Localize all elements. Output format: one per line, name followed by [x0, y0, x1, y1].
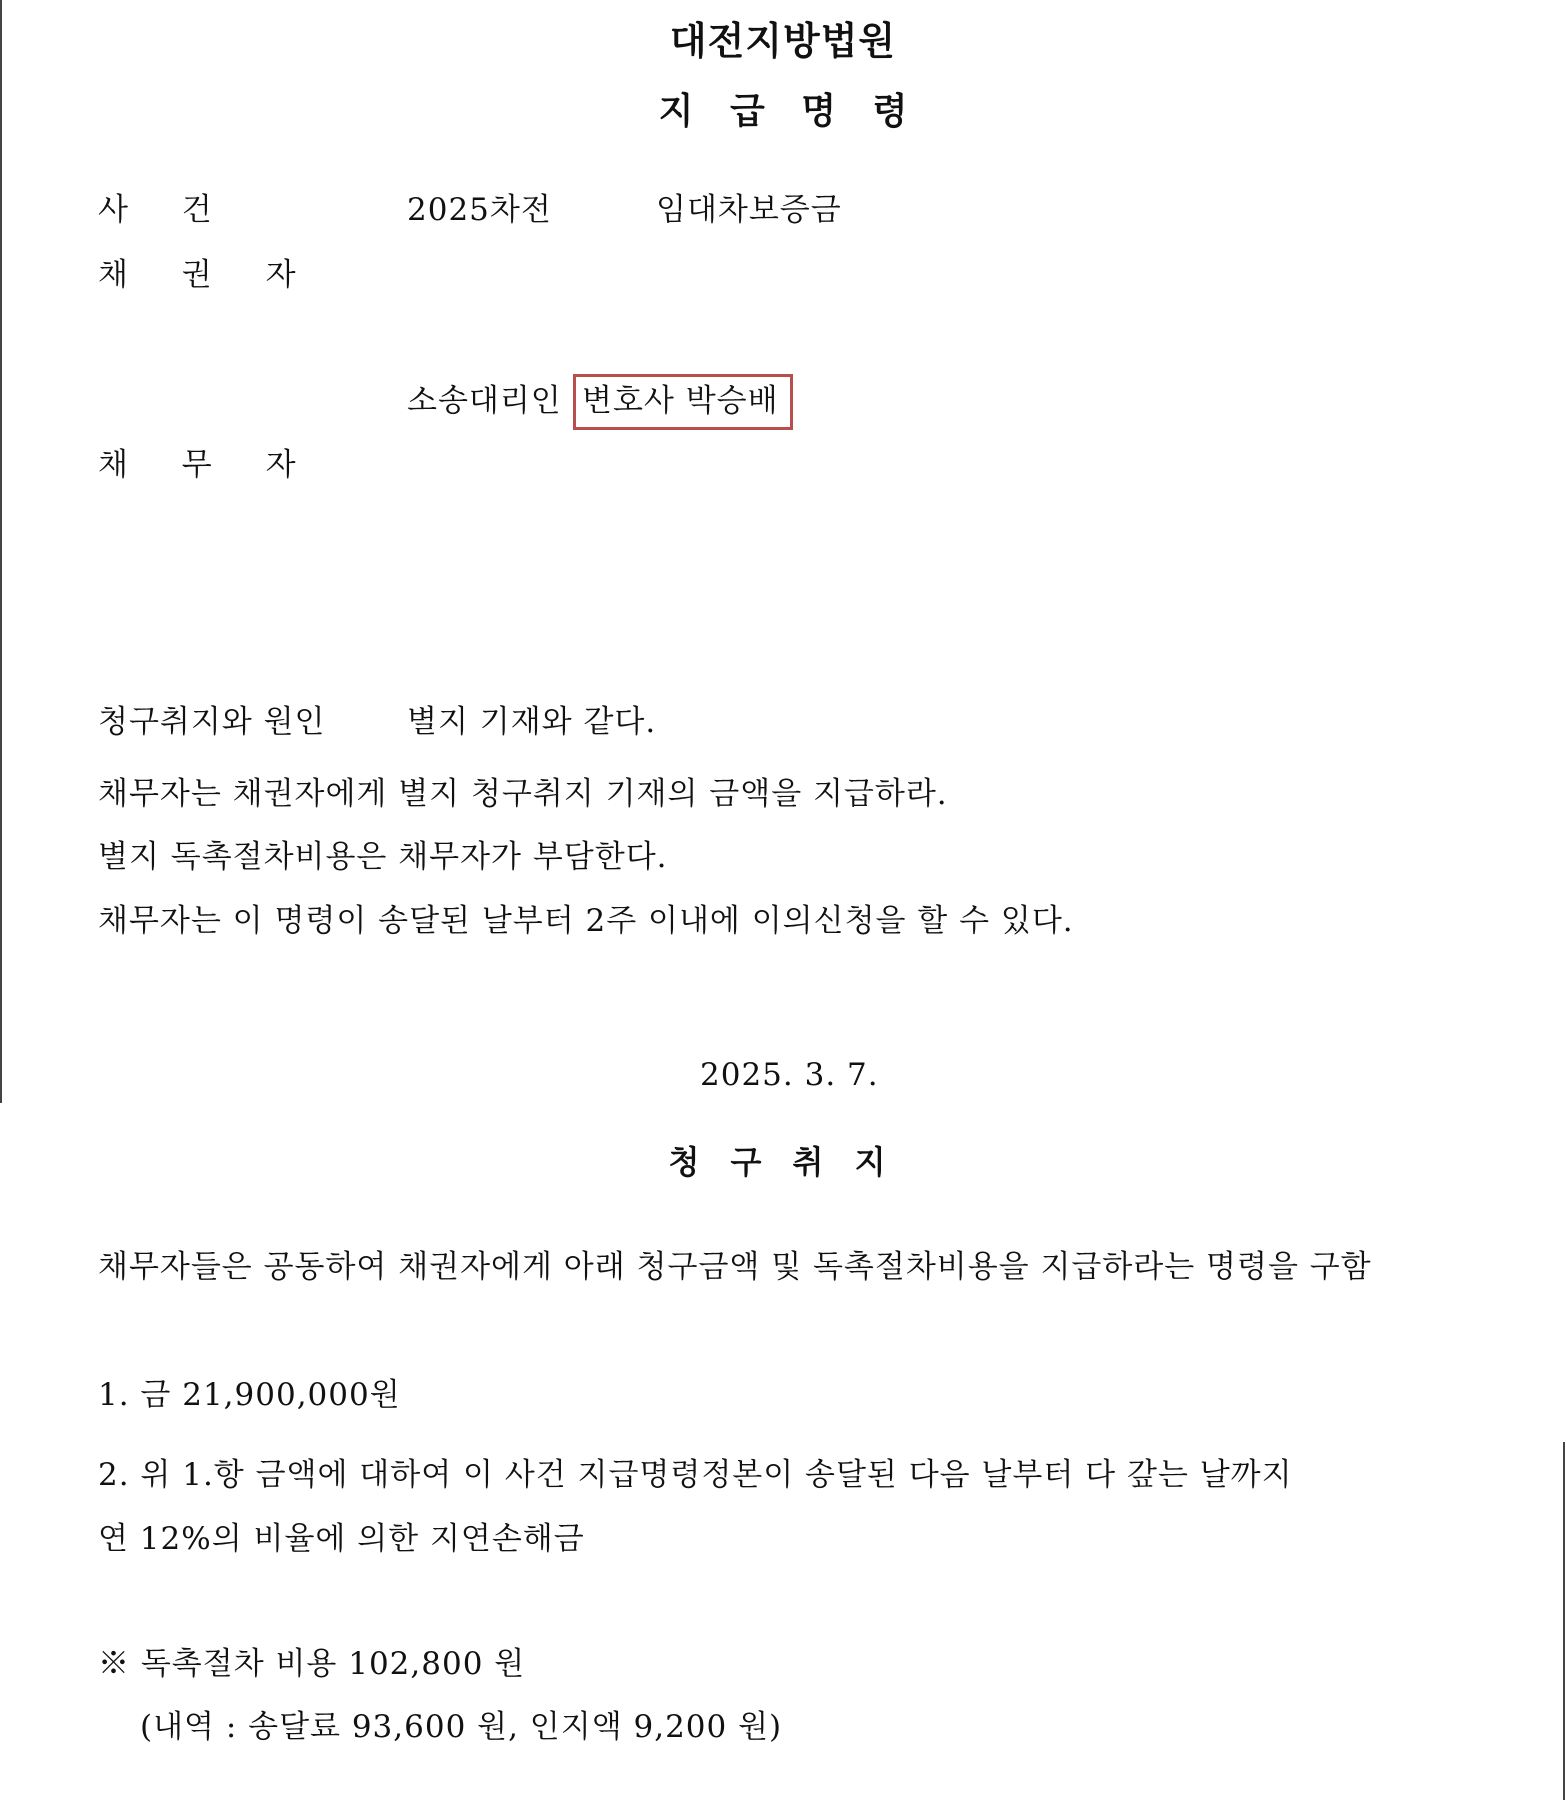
- case-name: 임대차보증금: [656, 192, 842, 228]
- order-line-1: 채무자는 채권자에게 별지 청구취지 기재의 금액을 지급하라.: [98, 776, 948, 812]
- court-name: 대전지방법원: [669, 19, 897, 63]
- creditor-label: 채 권 자: [98, 257, 318, 293]
- claim-cause-text: 별지 기재와 같다.: [407, 704, 657, 740]
- document-title: 지 급 명 령: [658, 91, 920, 132]
- agent-label: 소송대리인: [407, 383, 562, 419]
- case-number: 2025차전: [407, 192, 552, 228]
- agent-name: 변호사 박승배: [582, 383, 779, 419]
- order-line-2: 별지 독촉절차비용은 채무자가 부담한다.: [98, 839, 668, 875]
- page-left-edge: [0, 0, 2, 1103]
- claim-intro: 채무자들은 공동하여 채권자에게 아래 청구금액 및 독촉절차비용을 지급하라는 명령을 구함: [98, 1249, 1372, 1285]
- debtor-label: 채 무 자: [98, 447, 318, 483]
- order-date: 2025. 3. 7.: [700, 1057, 879, 1093]
- claim-item-2-line-2: 연 12%의 비율에 의한 지연손해금: [98, 1521, 585, 1557]
- page-right-edge: [1563, 1442, 1565, 1800]
- claim-item-1: 1. 금 21,900,000원: [98, 1377, 401, 1413]
- claim-cause-label: 청구취지와 원인: [98, 704, 326, 740]
- case-label: 사 건: [98, 192, 234, 228]
- claim-title: 청 구 취 지: [668, 1143, 896, 1181]
- order-line-3: 채무자는 이 명령이 송달된 날부터 2주 이내에 이의신청을 할 수 있다.: [98, 903, 1074, 939]
- claim-item-2-line-1: 2. 위 1.항 금액에 대하여 이 사건 지급명령정본이 송달된 다음 날부터 다 갚는 날까지: [98, 1457, 1293, 1493]
- cost-detail: (내역 : 송달료 93,600 원, 인지액 9,200 원): [140, 1709, 783, 1745]
- cost-line: ※ 독촉절차 비용 102,800 원: [98, 1646, 526, 1682]
